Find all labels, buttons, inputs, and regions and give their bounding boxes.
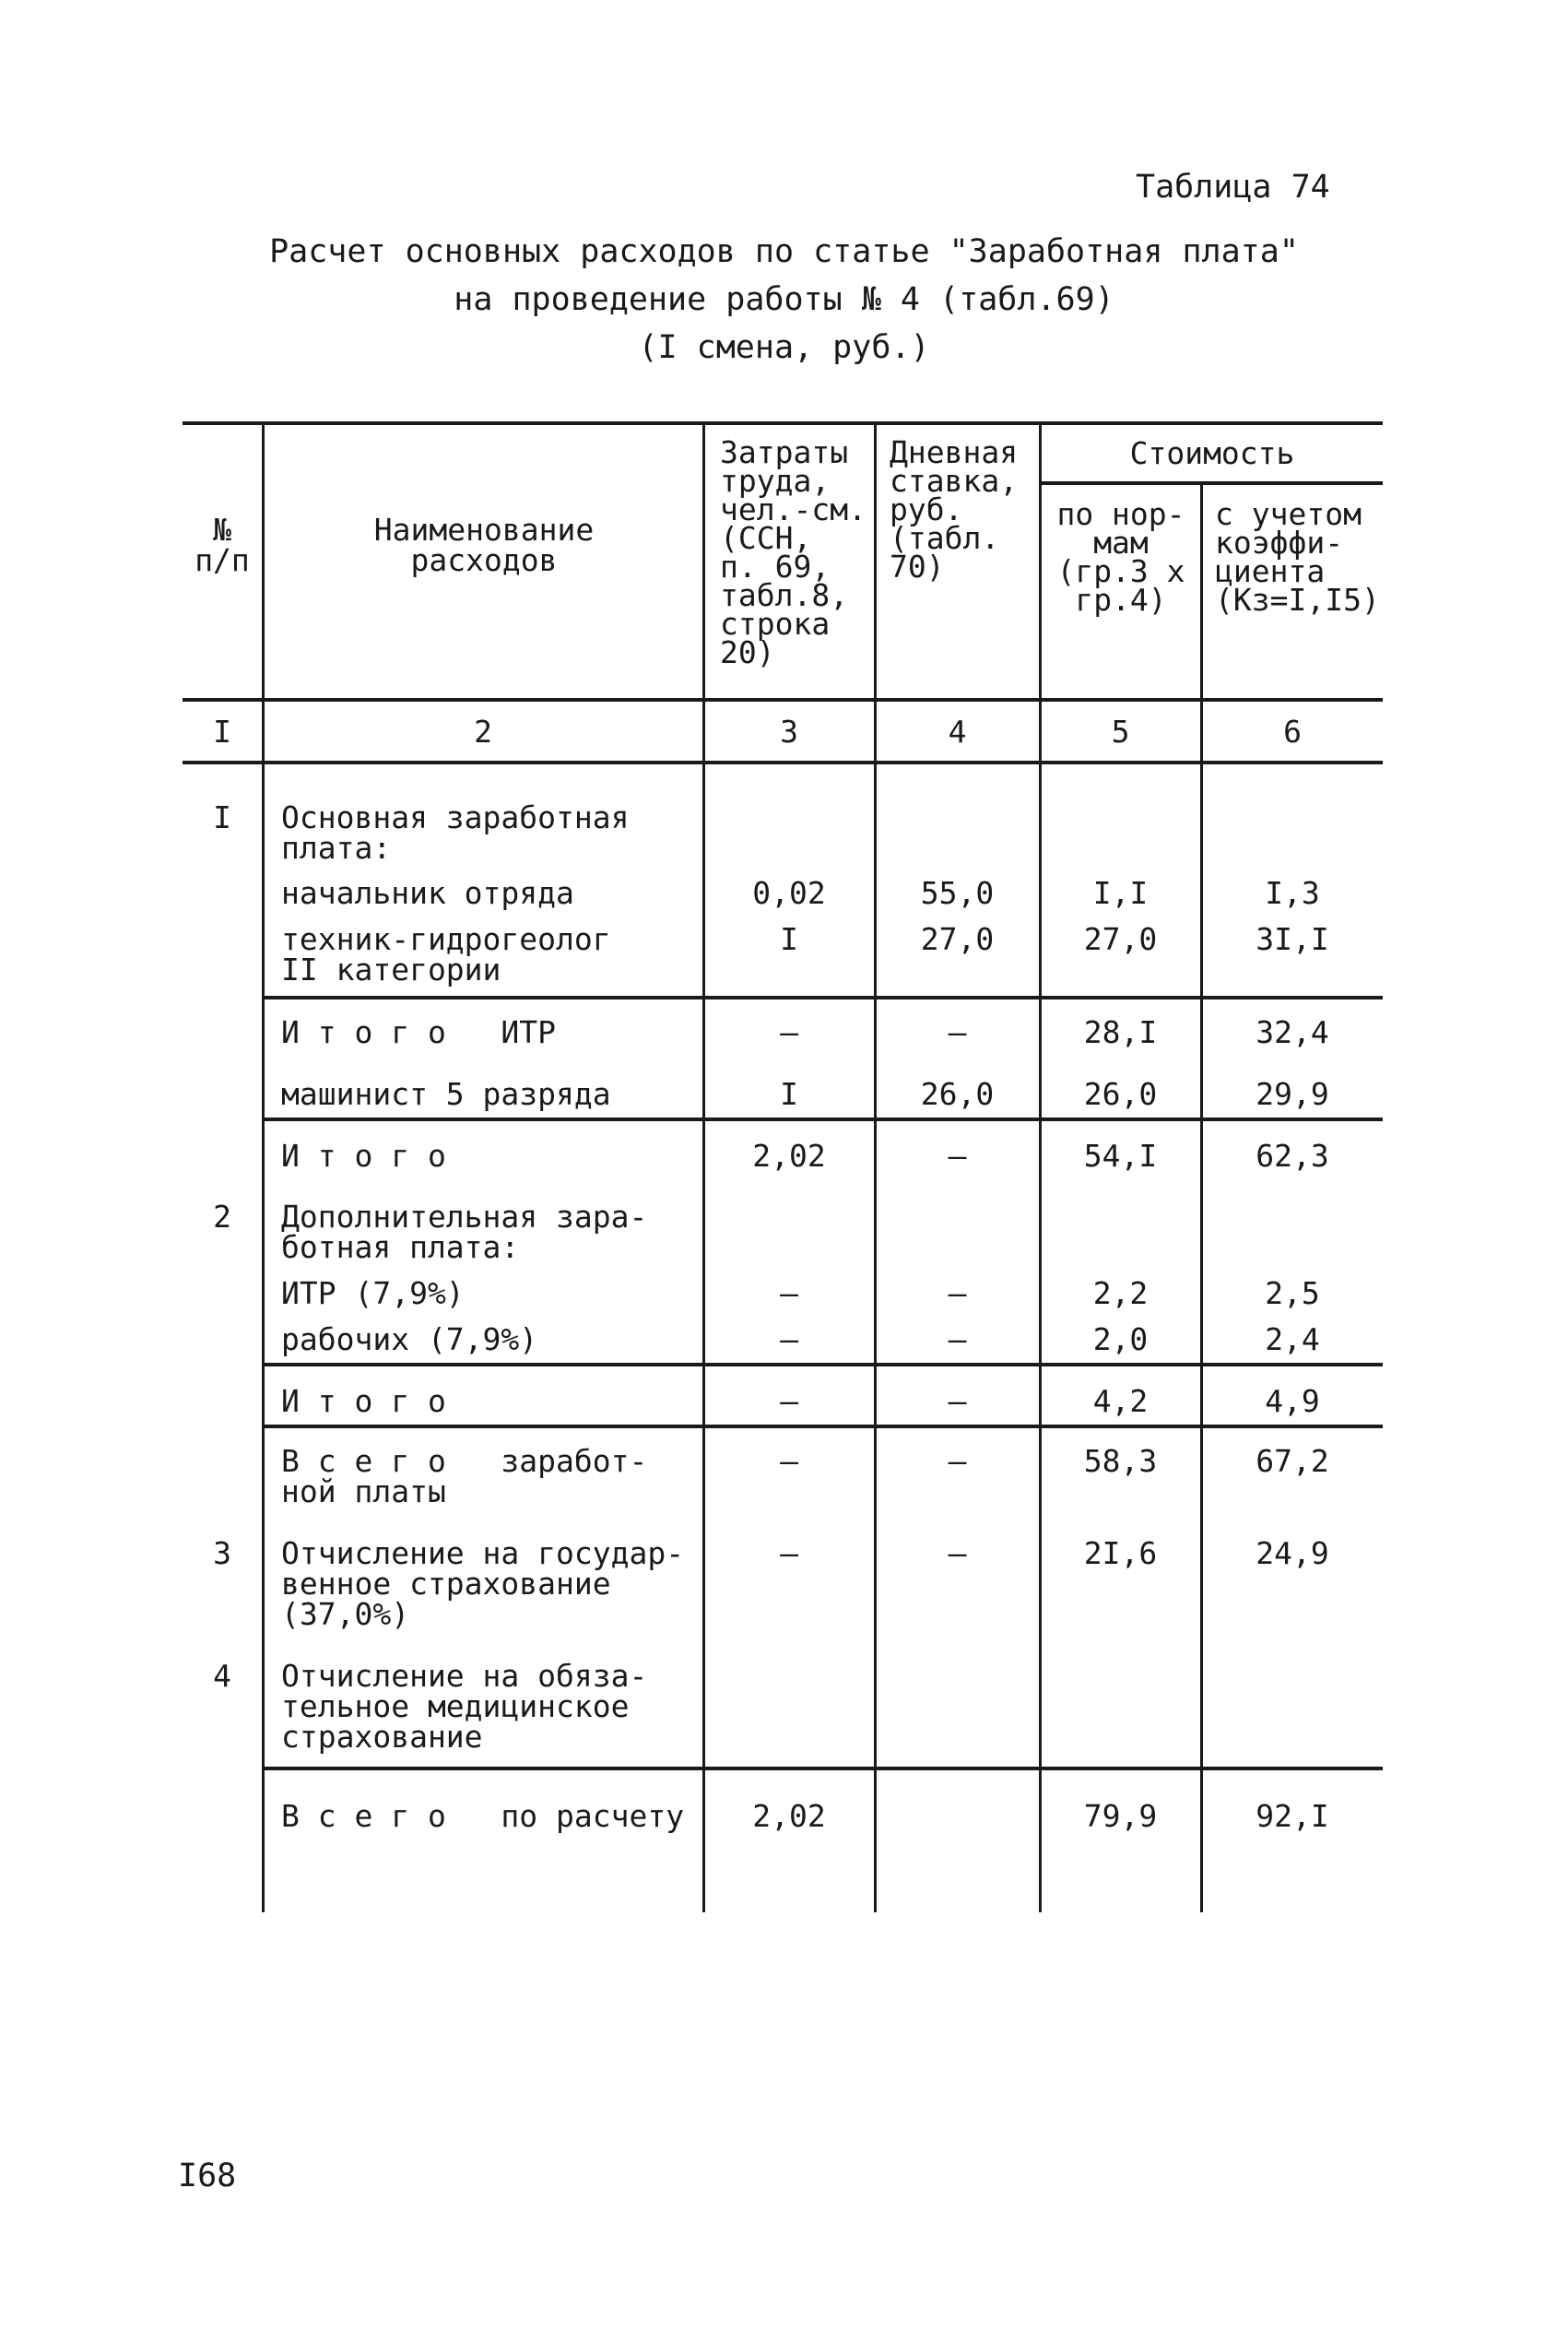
- row-coef-cost: 62,3: [1256, 1138, 1329, 1174]
- header-col-number: № п/п: [195, 512, 250, 578]
- row-norm-cost: 58,3: [1083, 1443, 1158, 1479]
- row-norm-cost: 2I,6: [1083, 1535, 1158, 1571]
- row-name: Основная заработная плата:: [281, 799, 630, 866]
- row-labor: –: [780, 1014, 798, 1050]
- row-name: ИТР (7,9%): [281, 1275, 465, 1311]
- header-col-norm-cost: по нор- мам (гр.3 х гр.4): [1056, 496, 1185, 618]
- row-name: И т о г о: [281, 1383, 446, 1419]
- header-col-rate: Дневная ставка, руб. (табл. 70): [890, 434, 1019, 585]
- row-coef-cost: 92,I: [1256, 1798, 1329, 1834]
- row-rate: –: [948, 1535, 967, 1571]
- row-norm-cost: 28,I: [1083, 1014, 1158, 1050]
- col-number-6: 6: [1283, 714, 1302, 750]
- col-divider: [1200, 483, 1203, 1912]
- row-norm-cost: I,I: [1092, 875, 1149, 911]
- row-coef-cost: I,3: [1265, 875, 1320, 911]
- row-name: Дополнительная зара- ботная плата:: [281, 1199, 648, 1265]
- row-norm-cost: 2,2: [1092, 1275, 1149, 1311]
- row-rule: [263, 996, 1383, 999]
- page-number: I68: [178, 2158, 237, 2194]
- header-col-name: Наименование расходов: [373, 512, 595, 578]
- row-name: И т о г о: [281, 1138, 446, 1174]
- row-rate: –: [948, 1275, 967, 1311]
- row-name: начальник отряда: [281, 875, 574, 911]
- row-number: 2: [213, 1199, 231, 1235]
- row-number: 4: [213, 1658, 231, 1694]
- row-labor: I: [780, 921, 798, 957]
- col-divider: [262, 423, 265, 1912]
- row-coef-cost: 3I,I: [1256, 921, 1329, 957]
- row-rate: 27,0: [920, 921, 995, 957]
- row-labor: –: [780, 1275, 798, 1311]
- header-cost-group: Стоимость: [1129, 435, 1295, 471]
- row-rate: –: [948, 1014, 967, 1050]
- row-name: машинист 5 разряда: [281, 1076, 611, 1112]
- row-coef-cost: 67,2: [1256, 1443, 1329, 1479]
- row-labor: –: [780, 1321, 798, 1357]
- row-coef-cost: 24,9: [1256, 1535, 1329, 1571]
- row-coef-cost: 29,9: [1256, 1076, 1329, 1112]
- row-norm-cost: 79,9: [1083, 1798, 1158, 1834]
- row-rate: –: [948, 1383, 967, 1419]
- row-coef-cost: 32,4: [1256, 1014, 1329, 1050]
- row-coef-cost: 2,4: [1265, 1321, 1320, 1357]
- col-number-4: 4: [948, 714, 967, 750]
- header-col-coef-cost: с учетом коэффи- циента (Кз=I,I5): [1215, 496, 1380, 618]
- row-labor: 0,02: [752, 875, 826, 911]
- table-number: Таблица 74: [1136, 169, 1330, 206]
- row-name: В с е г о по расчету: [281, 1798, 685, 1834]
- row-name: Отчисление на государ- венное страхование (37,0%): [281, 1535, 685, 1632]
- row-rule: [263, 1118, 1383, 1121]
- row-name: техник-гидрогеолог II категории: [281, 921, 611, 988]
- row-name: Отчисление на обяза- тельное медицинское страхование: [281, 1658, 648, 1755]
- col-number-2: 2: [474, 714, 492, 750]
- row-rate: 55,0: [920, 875, 995, 911]
- row-name: И т о г о ИТР: [281, 1014, 557, 1050]
- row-rule: [263, 1425, 1383, 1428]
- row-number: 3: [213, 1535, 231, 1571]
- row-rule: [263, 1363, 1383, 1366]
- row-rate: –: [948, 1321, 967, 1357]
- row-rate: –: [948, 1443, 967, 1479]
- row-coef-cost: 4,9: [1265, 1383, 1320, 1419]
- table-title-line-1: Расчет основных расходов по статье "Заработная плата": [269, 233, 1299, 270]
- row-rate: 26,0: [920, 1076, 995, 1112]
- row-norm-cost: 27,0: [1083, 921, 1158, 957]
- col-number-3: 3: [780, 714, 798, 750]
- row-labor: I: [780, 1076, 798, 1112]
- table-top-rule: [183, 421, 1383, 425]
- row-norm-cost: 54,I: [1083, 1138, 1158, 1174]
- row-labor: –: [780, 1535, 798, 1571]
- row-labor: 2,02: [752, 1798, 826, 1834]
- row-norm-cost: 26,0: [1083, 1076, 1158, 1112]
- table-title-line-2: на проведение работы № 4 (табл.69): [454, 281, 1114, 318]
- col-number-1: I: [213, 714, 231, 750]
- row-norm-cost: 4,2: [1092, 1383, 1149, 1419]
- row-name: рабочих (7,9%): [281, 1321, 538, 1357]
- header-col-labor: Затраты труда, чел.-см. (ССН, п. 69, табл.8, строка 20): [720, 434, 867, 670]
- row-norm-cost: 2,0: [1092, 1321, 1149, 1357]
- table-title-line-3: (I смена, руб.): [638, 329, 930, 366]
- row-labor: 2,02: [752, 1138, 826, 1174]
- row-coef-cost: 2,5: [1265, 1275, 1320, 1311]
- row-rule: [263, 1767, 1383, 1770]
- row-labor: –: [780, 1383, 798, 1419]
- row-number: I: [213, 799, 231, 835]
- row-rate: –: [948, 1138, 967, 1174]
- cost-group-rule: [1040, 481, 1383, 485]
- row-labor: –: [780, 1443, 798, 1479]
- row-name: В с е г о заработ- ной платы: [281, 1443, 648, 1509]
- col-number-5: 5: [1111, 714, 1130, 750]
